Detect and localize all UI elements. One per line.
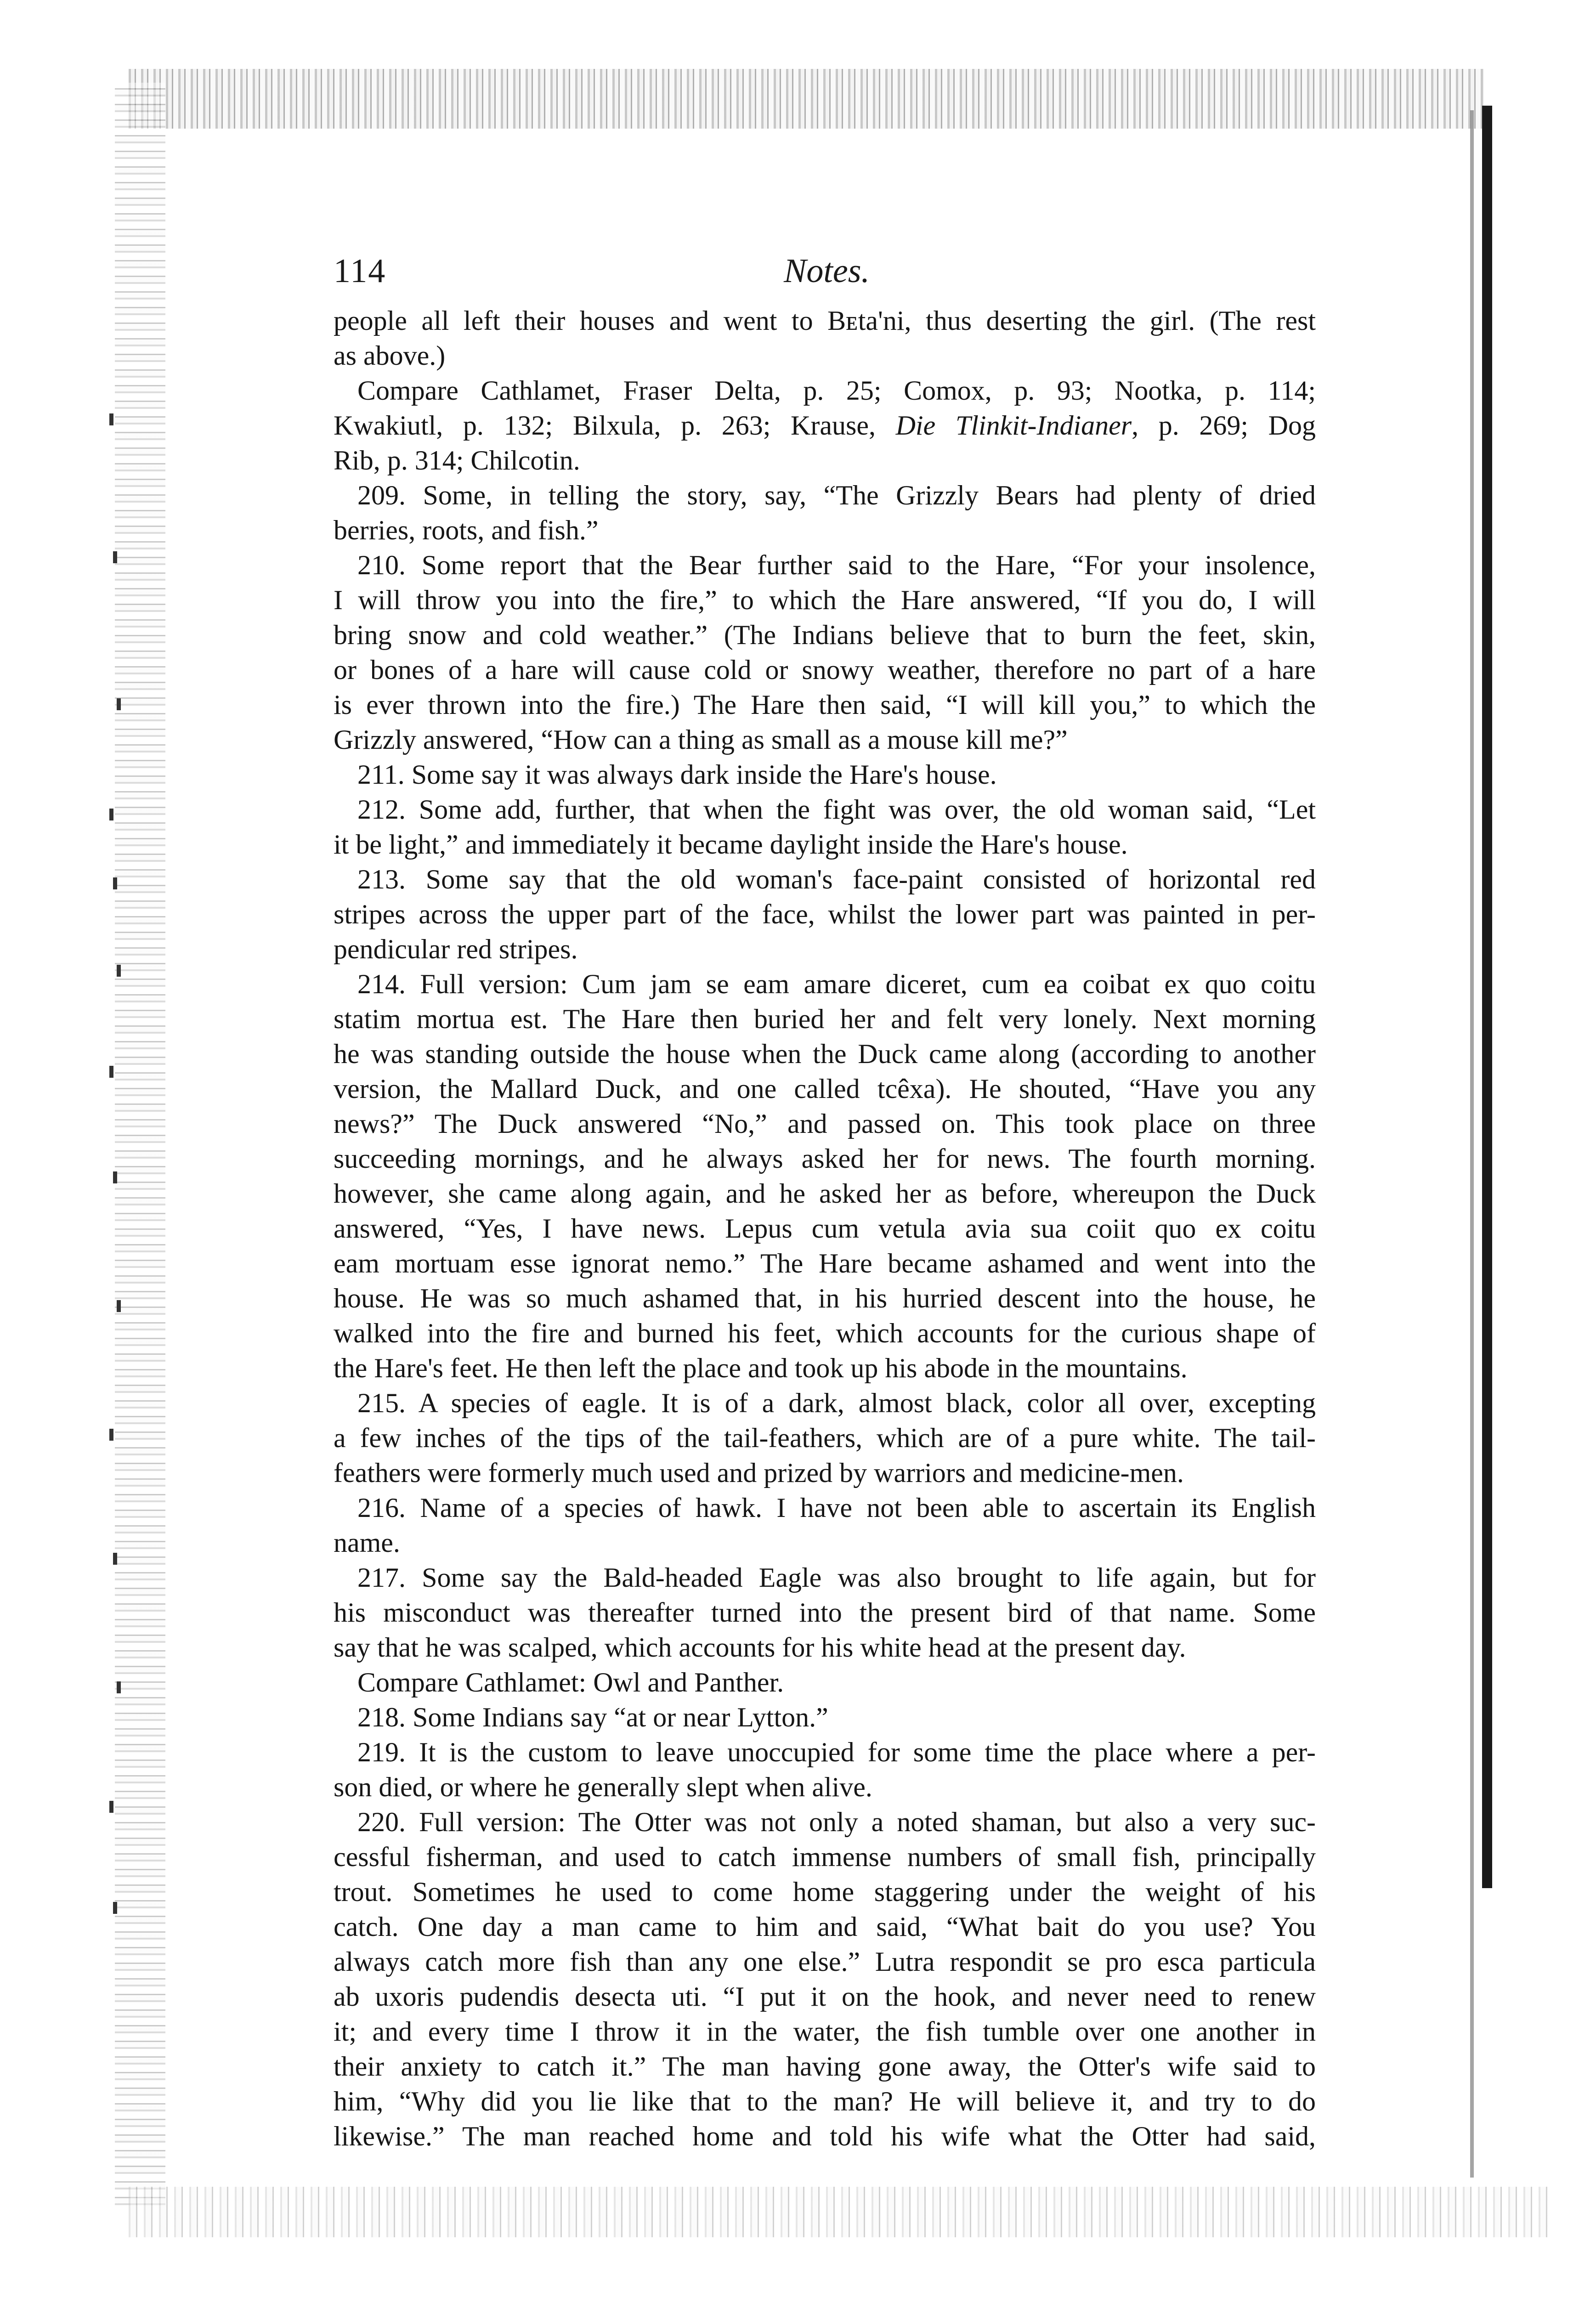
text-line (334, 1630, 1316, 1665)
text-line (334, 1944, 1316, 1979)
text-line-content: Compare Cathlamet: Owl and Panther. (357, 1667, 784, 1697)
text-line-content: say that he was scalped, which accounts for his white head at the present day. (334, 1632, 1186, 1663)
text-line (334, 862, 1316, 897)
text-line (334, 1490, 1316, 1525)
text-line-content: Rib, p. 314; Chilcotin. (334, 445, 580, 475)
text-line (334, 1176, 1316, 1211)
text-line-content: Kwakiutl, p. 132; Bilxula, p. 263; Krause, (334, 410, 896, 441)
text-line-content: bring snow and cold weather.” (The Indians believe that to burn the feet, skin, (334, 620, 1316, 650)
text-line (334, 1909, 1316, 1944)
text-line (334, 1071, 1316, 1106)
notes-body (334, 303, 1316, 2154)
text-line-content: version, the Mallard Duck, and one called tcêxa). He shouted, “Have you any (334, 1074, 1316, 1104)
running-title: Notes. (784, 252, 870, 290)
margin-mark (109, 413, 113, 425)
text-line-content: likewise.” The man reached home and told his wife what the Otter had said, (334, 2121, 1316, 2151)
text-line-content: trout. Sometimes he used to come home staggering under the weight of his (334, 1877, 1316, 1907)
text-line (334, 1979, 1316, 2014)
text-line (334, 548, 1316, 583)
text-line (334, 2049, 1316, 2084)
text-line-content: 213. Some say that the old woman's face-paint consisted of horizontal red (357, 864, 1316, 894)
text-line (334, 1700, 1316, 1735)
text-line-content: however, she came along again, and he asked her as before, whereupon the Duck (334, 1178, 1316, 1209)
text-line (334, 1281, 1316, 1316)
margin-marks (109, 413, 128, 1929)
text-line (334, 1211, 1316, 1246)
text-line-content: , p. 269; Dog (1132, 410, 1316, 441)
margin-mark (117, 698, 121, 710)
margin-mark (113, 551, 117, 563)
text-line-content: 219. It is the custom to leave unoccupied for some time the place where a per- (357, 1737, 1316, 1767)
margin-mark (109, 1429, 113, 1441)
scan-noise-bottom (129, 2187, 1553, 2237)
text-line (334, 1141, 1316, 1176)
text-line (334, 338, 1316, 373)
text-line-content: 218. Some Indians say “at or near Lytton.” (357, 1702, 828, 1732)
margin-mark (109, 1801, 113, 1813)
text-line (334, 1386, 1316, 1420)
text-line-content: people all left their houses and went to Bᴇta'ni, thus deserting the girl. (The rest (334, 306, 1316, 336)
text-line (334, 1665, 1316, 1700)
text-line (334, 1351, 1316, 1386)
scan-noise-top (129, 69, 1484, 129)
text-line-content: ab uxoris pudendis desecta uti. “I put it on the hook, and never need to renew (334, 1981, 1316, 2012)
text-line (334, 1805, 1316, 1839)
text-line-content: 220. Full version: The Otter was not only a noted shaman, but also a very suc- (357, 1807, 1316, 1837)
text-line (334, 443, 1316, 478)
text-line (334, 2119, 1316, 2154)
text-line (334, 687, 1316, 722)
text-line-content: eam mortuam esse ignorat nemo.” The Hare became ashamed and went into the (334, 1248, 1316, 1279)
text-line (334, 1001, 1316, 1036)
text-line-content: walked into the fire and burned his feet, which accounts for the curious shape of (334, 1318, 1316, 1348)
text-line-content: he was standing outside the house when the Duck came along (according to another (334, 1039, 1316, 1069)
text-line-content: pendicular red stripes. (334, 934, 578, 964)
text-line-content: answered, “Yes, I have news. Lepus cum vetula avia sua coiit quo ex coitu (334, 1213, 1316, 1244)
text-line-content: a few inches of the tips of the tail-feathers, which are of a pure white. The tail- (334, 1423, 1316, 1453)
text-line (334, 2084, 1316, 2119)
text-line-content: statim mortua est. The Hare then buried her and felt very lonely. Next morning (334, 1004, 1316, 1034)
text-line (334, 617, 1316, 652)
text-line-content: Compare Cathlamet, Fraser Delta, p. 25; Comox, p. 93; Nootka, p. 114; (357, 375, 1316, 406)
text-line-content: 214. Full version: Cum jam se eam amare diceret, cum ea coibat ex quo coitu (357, 969, 1316, 999)
text-line-content: feathers were formerly much used and prized by warriors and medicine-men. (334, 1458, 1184, 1488)
text-line (334, 1316, 1316, 1351)
text-line (334, 1246, 1316, 1281)
text-line (334, 583, 1316, 617)
text-line (334, 932, 1316, 967)
page-spine (1482, 106, 1492, 1888)
text-line-content: catch. One day a man came to him and said, “What bait do you use? You (334, 1912, 1316, 1942)
text-line (334, 1770, 1316, 1805)
text-line (334, 1839, 1316, 1874)
text-line-content: 217. Some say the Bald-headed Eagle was also brought to life again, but for (357, 1562, 1316, 1593)
text-line-content: news?” The Duck answered “No,” and passed on. This took place on three (334, 1109, 1316, 1139)
margin-mark (117, 965, 121, 977)
text-line (334, 897, 1316, 932)
text-line-content: always catch more fish than any one else.” Lutra respondit se pro esca particula (334, 1946, 1316, 1977)
text-line (334, 513, 1316, 548)
text-line (334, 1735, 1316, 1770)
text-line-content: stripes across the upper part of the face, whilst the lower part was painted in per- (334, 899, 1316, 929)
text-line-content: it be light,” and immediately it became daylight inside the Hare's house. (334, 829, 1128, 860)
text-line (334, 1036, 1316, 1071)
margin-mark (113, 1553, 117, 1565)
page-number: 114 (334, 252, 386, 290)
text-line-content: 210. Some report that the Bear further said to the Hare, “For your insolence, (357, 550, 1316, 580)
text-line (334, 373, 1316, 408)
text-line (334, 1560, 1316, 1595)
text-line-content: cessful fisherman, and used to catch immense numbers of small fish, principally (334, 1842, 1316, 1872)
text-line (334, 1874, 1316, 1909)
text-line (334, 757, 1316, 792)
text-line (334, 2014, 1316, 2049)
text-line-content: Grizzly answered, “How can a thing as small as a mouse kill me?” (334, 724, 1068, 755)
text-line (334, 1455, 1316, 1490)
text-line-content: it; and every time I throw it in the water, the fish tumble over one another in (334, 2016, 1316, 2047)
margin-mark (113, 1902, 117, 1914)
text-line-content: succeeding mornings, and he always asked her for news. The fourth morning. (334, 1143, 1316, 1174)
text-line (334, 303, 1316, 338)
text-line (334, 1106, 1316, 1141)
text-line-content: 215. A species of eagle. It is of a dark, almost black, color all over, excepting (357, 1388, 1316, 1418)
page-header (334, 252, 1358, 302)
text-line (334, 827, 1316, 862)
italic-title: Die Tlinkit-Indianer (895, 410, 1132, 441)
text-line-content: son died, or where he generally slept when alive. (334, 1772, 872, 1802)
text-line-content: 212. Some add, further, that when the fight was over, the old woman said, “Let (357, 794, 1316, 825)
text-line-content: or bones of a hare will cause cold or snowy weather, therefore no part of a hare (334, 655, 1316, 685)
text-line-content: the Hare's feet. He then left the place and took up his abode in the mountains. (334, 1353, 1188, 1383)
margin-mark (109, 1066, 113, 1078)
text-line-content: is ever thrown into the fire.) The Hare then said, “I will kill you,” to which the (334, 690, 1316, 720)
text-line (334, 967, 1316, 1001)
text-line (334, 1420, 1316, 1455)
text-line-content: as above.) (334, 340, 446, 371)
page-spine-shadow (1470, 110, 1474, 2178)
text-line (334, 722, 1316, 757)
text-line-content: 211. Some say it was always dark inside the Hare's house. (357, 759, 997, 790)
text-line-content: 209. Some, in telling the story, say, “The Grizzly Bears had plenty of dried (357, 480, 1316, 510)
text-line (334, 408, 1316, 443)
text-line-content: 216. Name of a species of hawk. I have not been able to ascertain its English (357, 1493, 1316, 1523)
text-line-content: him, “Why did you lie like that to the man? He will believe it, and try to do (334, 2086, 1316, 2116)
text-line-content: his misconduct was thereafter turned into the present bird of that name. Some (334, 1597, 1316, 1628)
margin-mark (109, 809, 113, 820)
text-line-content: name. (334, 1528, 400, 1558)
text-line-content: berries, roots, and fish.” (334, 515, 599, 545)
text-line (334, 478, 1316, 513)
margin-mark (113, 1171, 117, 1183)
text-line (334, 792, 1316, 827)
margin-mark (117, 1681, 121, 1693)
margin-mark (117, 1300, 121, 1312)
text-line-content: house. He was so much ashamed that, in his hurried descent into the house, he (334, 1283, 1316, 1313)
text-line (334, 1525, 1316, 1560)
text-line (334, 1595, 1316, 1630)
text-line (334, 652, 1316, 687)
text-line-content: I will throw you into the fire,” to which the Hare answered, “If you do, I will (334, 585, 1316, 615)
margin-mark (113, 877, 117, 889)
text-line-content: their anxiety to catch it.” The man having gone away, the Otter's wife said to (334, 2051, 1316, 2082)
